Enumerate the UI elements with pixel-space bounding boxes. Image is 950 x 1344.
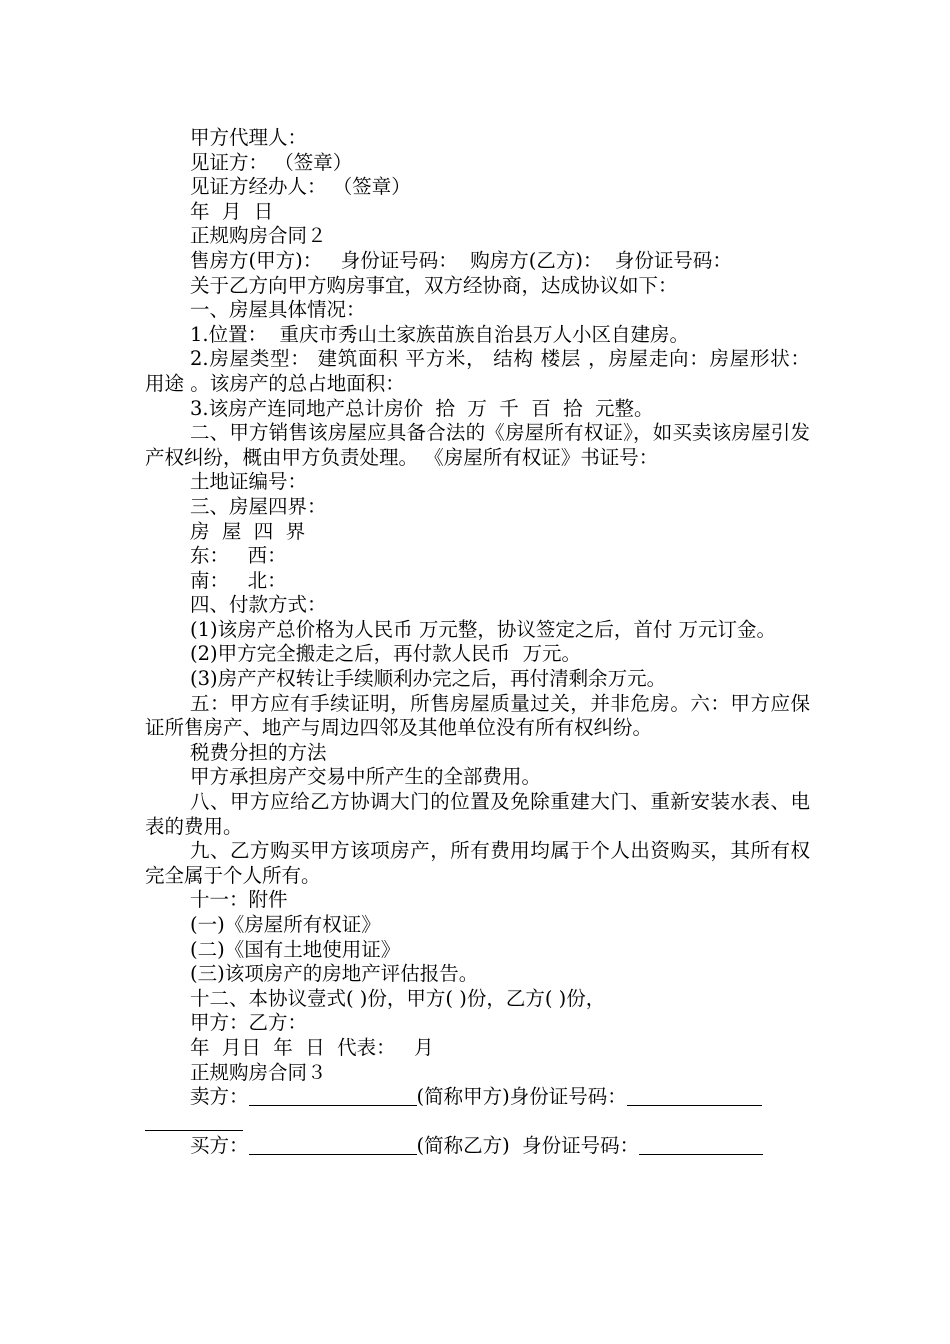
text-line: 三、房屋四界： bbox=[190, 494, 327, 518]
text-line: 十二、本协议壹式( )份，甲方( )份，乙方( )份， bbox=[190, 986, 606, 1010]
text-line: 甲方承担房产交易中所产生的全部费用。 bbox=[190, 765, 542, 789]
section-title: 正规购房合同３ bbox=[190, 1060, 327, 1084]
paragraph: 五：甲方应有手续证明，所售房屋质量过关，并非危房。六：甲方应保证所售房产、地产与周边四邻及其他单位没有所有权纠纷。 bbox=[145, 691, 810, 740]
date-line: 年 月 日 bbox=[190, 199, 274, 223]
buyer-label: 买方： bbox=[190, 1134, 249, 1158]
paragraph: 九、乙方购买甲方该项房产，所有费用均属于个人出资购买，其所有权完全属于个人所有。 bbox=[145, 839, 810, 887]
section-title: 正规购房合同２ bbox=[190, 224, 327, 248]
text-line: 见证方经办人： （签章） bbox=[190, 175, 411, 199]
seller-name-blank bbox=[249, 1087, 417, 1106]
text-line: 房 屋 四 界 bbox=[190, 519, 306, 543]
paragraph: (1)该房产总价格为人民币 万元整，协议签定之后，首付 万元订金。 bbox=[190, 617, 777, 641]
buyer-note: (简称乙方) 身份证号码： bbox=[416, 1134, 640, 1158]
text-line: 土地证编号： bbox=[190, 470, 308, 494]
seller-id-continuation bbox=[145, 1110, 810, 1135]
seller-id-blank bbox=[627, 1087, 762, 1106]
text-line: 东： 西： bbox=[190, 544, 287, 568]
text-line: 一、房屋具体情况： bbox=[190, 298, 366, 322]
paragraph: 2.房屋类型： 建筑面积 平方米， 结构 楼层 ，房屋走向：房屋形状： 用途 。该房产的总占地面积： bbox=[145, 347, 810, 395]
text-line: (一)《房屋所有权证》 bbox=[190, 913, 381, 936]
text-line: (三)该项房产的房地产评估报告。 bbox=[190, 962, 479, 986]
buyer-line bbox=[145, 1134, 810, 1159]
text-line: 售房方(甲方)： 身份证号码： 购房方(乙方)： 身份证号码： bbox=[190, 248, 732, 272]
text-line: 1.位置： 重庆市秀山土家族苗族自治县万人小区自建房。 bbox=[190, 322, 690, 346]
text-line: 税费分担的方法 bbox=[190, 740, 327, 764]
date-line: 年 月日 年 日 代表： 月 bbox=[190, 1035, 434, 1059]
text-line: (二)《国有土地使用证》 bbox=[190, 937, 401, 961]
paragraph: 八、甲方应给乙方协调大门的位置及免除重建大门、重新安装水表、电表的费用。 bbox=[145, 790, 810, 838]
seller-note: (简称甲方)身份证号码： bbox=[416, 1085, 627, 1109]
text-line: (3)房产产权转让手续顺利办完之后，再付清剩余万元。 bbox=[190, 667, 667, 691]
text-line: 南： 北： bbox=[190, 568, 287, 592]
text-line: 甲方代理人： bbox=[190, 126, 308, 149]
text-line: 关于乙方向甲方购房事宜，双方经协商，达成协议如下： bbox=[190, 273, 678, 297]
text-line: (2)甲方完全搬走之后，再付款人民币 万元。 bbox=[190, 642, 582, 666]
text-line: 甲方：乙方： bbox=[190, 1011, 308, 1035]
text-line: 3.该房产连同地产总计房价 拾 万 千 百 拾 元整。 bbox=[190, 396, 654, 420]
contract-document bbox=[145, 126, 810, 1159]
seller-label: 卖方： bbox=[190, 1085, 249, 1109]
text-line: 十一：附件 bbox=[190, 888, 288, 912]
buyer-id-blank bbox=[639, 1136, 763, 1155]
seller-id-blank-continued bbox=[145, 1112, 243, 1131]
text-line: 见证方： （签章） bbox=[190, 150, 353, 174]
seller-line bbox=[145, 1085, 810, 1110]
paragraph: 二、甲方销售该房屋应具备合法的《房屋所有权证》，如买卖该房屋引发产权纠纷，概由甲方负责处理。 《房屋所有权证》书证号： bbox=[145, 421, 810, 469]
text-line: 四、付款方式： bbox=[190, 593, 327, 617]
buyer-name-blank bbox=[249, 1136, 417, 1155]
